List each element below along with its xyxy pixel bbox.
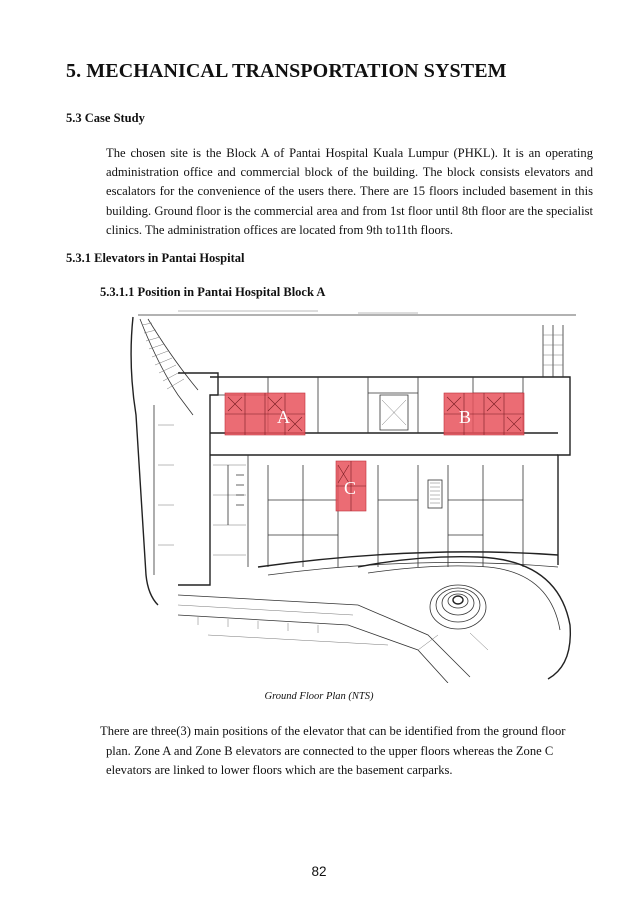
page-heading: 5. MECHANICAL TRANSPORTATION SYSTEM [66, 60, 507, 82]
elevator-positions-paragraph [100, 722, 592, 781]
page-number: 82 [311, 864, 327, 879]
section-heading-5-3-1-1: 5.3.1.1 Position in Pantai Hospital Block A [100, 285, 326, 299]
paragraph-rest: plan. Zone A and Zone B elevators are connected to the upper floors whereas the Zone C elevators are linked to lower floors which are the basement carparks. [106, 743, 554, 777]
section-heading-5-3-1: 5.3.1 Elevators in Pantai Hospital [66, 251, 245, 265]
zone-a-label: A [277, 407, 290, 427]
zone-a-elevators [225, 393, 305, 435]
intro-paragraph: The chosen site is the Block A of Pantai Hospital Kuala Lumpur (PHKL). It is an operating administration office and commercial block of the building. The block consists elevators and escalators for the convenience of the users there. There are 15 floors included basement in this building. Ground floor is the commercial area and from 1st floor until 8th floor are the specialist clinics. The administration offices are located from 9th to11th floors. [106, 146, 593, 237]
zone-c-elevators [336, 461, 366, 511]
section-heading-5-3: 5.3 Case Study [66, 111, 145, 125]
zone-c-label: C [344, 478, 357, 498]
paragraph-first-line: There are three(3) main positions of the elevator that can be identified from the ground floor [100, 724, 566, 738]
zone-b-elevators [444, 393, 524, 435]
figure-caption: Ground Floor Plan (NTS) [264, 691, 374, 702]
zone-b-label: B [459, 407, 472, 427]
ground-floor-plan [118, 305, 576, 683]
